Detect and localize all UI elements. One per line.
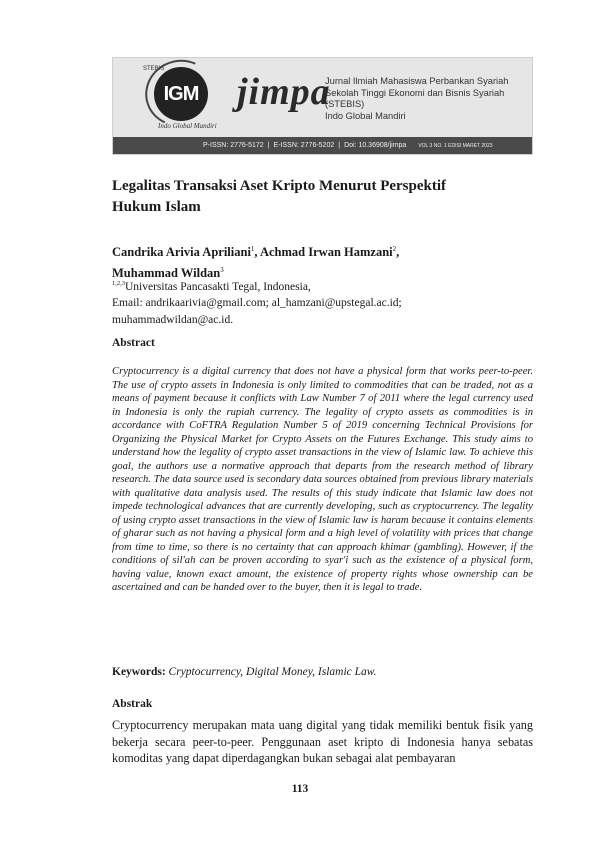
email-line: muhammadwildan@ac.id. xyxy=(112,313,234,326)
logo-subtitle: Indo Global Mandiri xyxy=(158,122,217,130)
affiliation-block xyxy=(112,276,532,328)
author-name: Achmad Irwan Hamzani xyxy=(259,245,393,260)
journal-name: jimpa xyxy=(237,71,331,113)
page-number: 113 xyxy=(291,783,309,795)
abstrak-text: Cryptocurrency merupakan mata uang digital yang tidak memiliki bentuk fisik yang bekerja secara peer-to-peer. Penggunaan aset kripto di Indonesia hanya sebatas komoditas yang dapat diperdagangkan bukan sebagai alat pembayaran xyxy=(112,718,533,765)
author-sup: 1 xyxy=(250,245,255,253)
abstract-heading: Abstract xyxy=(112,337,155,349)
keywords-values: Cryptocurrency, Digital Money, Islamic Law. xyxy=(168,666,377,678)
author-sup: 2 xyxy=(392,245,397,253)
doi: Doi: 10.36908/jimpa xyxy=(344,142,407,149)
eissn: E-ISSN: 2776-5202 xyxy=(273,142,335,149)
pissn: P-ISSN: 2776-5172 xyxy=(203,142,264,149)
author-name: Candrika Arivia Apriliani xyxy=(112,245,251,260)
separator: | xyxy=(267,142,270,149)
volume-info: VOL 3 NO. 1 EDISI MARET 2023 xyxy=(418,142,493,149)
affiliation xyxy=(112,276,532,295)
author-name: Muhammad Wildan xyxy=(112,266,221,281)
author-separator: , xyxy=(254,245,258,260)
journal-info xyxy=(325,76,530,122)
abstract-text: Cryptocurrency is a digital currency that does not have a physical form that works peer-to-peer. The use of crypto assets in Indonesia is only limited to commodities that can be traded, not as a means of payment because it conflicts with Law Number 7 of 2011 where the legal currency used in Indonesia is only the rupiah currency. The legality of crypto assets as commodities is in accordance with CoFTRA Regulation Number 5 of 2019 concerning Technical Provisions for Organizing the Physical Market for Crypto Assets on the Futures Exchange. This study aims to understand how the legality of crypto asset transactions in the view of Islamic law. To achieve this goal, the authors use a normative approach that departs from the research method of library research. The data source used is secondary data sources obtained from previous library materials with qualitative data analysis used. The results of this study indicate that Islamic law does not impede technological advances that are currently developing, such as cryptocurrency. The legality of using crypto asset transactions in the view of Islamic law is haram because it contains elements of gharar such as not having a physical form and a high level of volatility with prices that change from time to time, so there is no certainty that can approach khimar (gambling). However, if the conditions of sil'ah can be proven according to syar'i such as the existence of a physical form, having value, known exact amount, the existence of property rights whose ownership can be ascertained and can be handed over to the buyer, then it is legal to trade. xyxy=(112,366,533,593)
keywords-line xyxy=(112,666,376,678)
author-sup: 3 xyxy=(220,266,224,275)
journal-info-line: Indo Global Mandiri xyxy=(325,110,406,121)
journal-header-banner xyxy=(112,57,533,155)
keywords-label: Keywords: xyxy=(112,666,166,678)
author-separator: , xyxy=(396,245,400,260)
affiliation-text: Universitas Pancasakti Tegal, Indonesia, xyxy=(125,280,311,293)
abstrak-heading: Abstrak xyxy=(112,698,153,710)
igm-logo: IGM xyxy=(154,67,208,121)
stebis-tag: STEBIS xyxy=(143,66,165,72)
email-line: Email: andrikaarivia@gmail.com; al_hamzani@upstegal.ac.id; xyxy=(112,297,402,310)
affiliation-sup: 1,2,3 xyxy=(112,280,125,287)
journal-info-line: Sekolah Tinggi Ekonomi dan Bisnis Syariah (STEBIS) xyxy=(325,87,505,109)
separator: | xyxy=(338,142,341,149)
article-title: Legalitas Transaksi Aset Kripto Menurut Perspektif Hukum Islam xyxy=(112,178,447,215)
journal-info-line: Jurnal Ilmiah Mahasiswa Perbankan Syariah xyxy=(325,76,509,86)
issn-bar xyxy=(113,137,532,154)
